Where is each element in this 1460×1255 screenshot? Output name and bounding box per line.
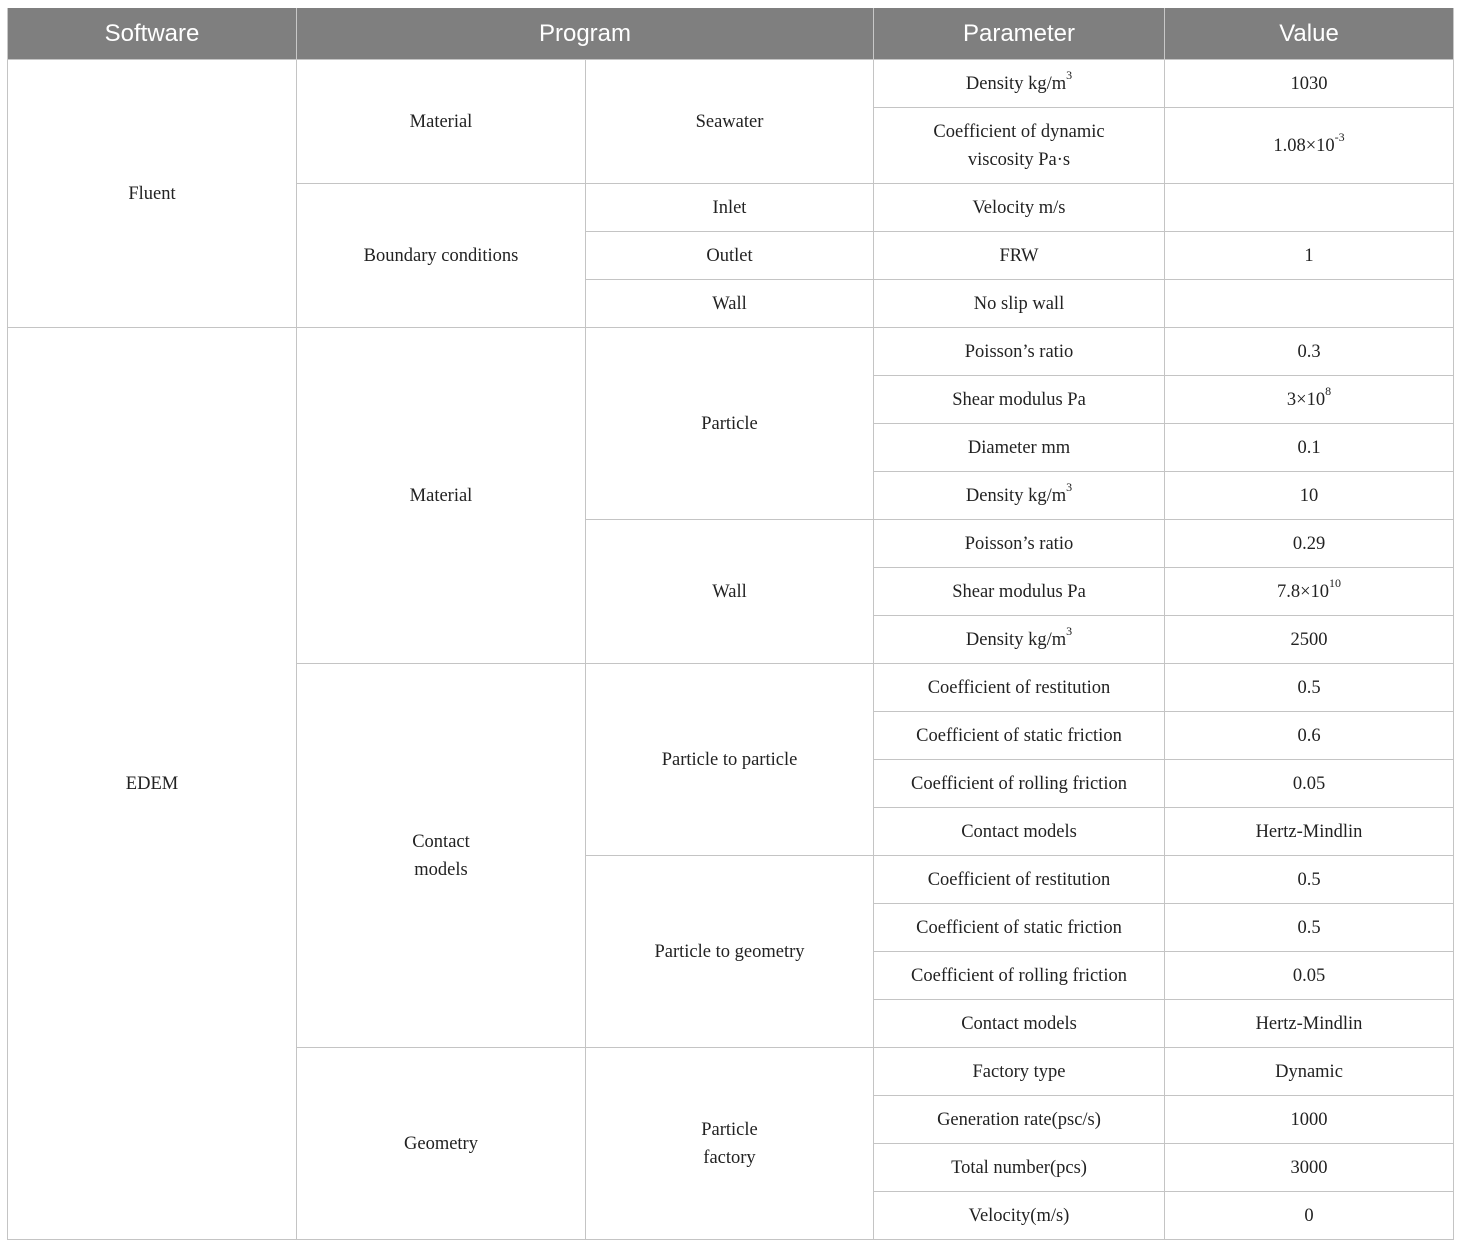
value-particle-shear: $3\times 10^8$ xyxy=(1165,376,1454,424)
program-seawater: Seawater xyxy=(586,60,874,184)
header-value: Value xyxy=(1165,8,1454,60)
param-no-slip-wall: No slip wall xyxy=(874,280,1165,328)
value-particle-diameter: 0.1 xyxy=(1165,424,1454,472)
value-viscosity: $1.08\times 10^{-3}$ xyxy=(1165,108,1454,184)
value-factory-type: Dynamic xyxy=(1165,1048,1454,1096)
param-ptp-restitution: Coefficient of restitution xyxy=(874,664,1165,712)
param-velocity: Velocity(m/s) xyxy=(874,1192,1165,1240)
program-edem-wall: Wall xyxy=(586,520,874,664)
param-ptp-rolling: Coefficient of rolling friction xyxy=(874,760,1165,808)
value-ptg-static: 0.5 xyxy=(1165,904,1454,952)
program-material: Material xyxy=(297,60,586,184)
program-edem-material: Material xyxy=(297,328,586,664)
param-total-number: Total number(pcs) xyxy=(874,1144,1165,1192)
param-factory-type: Factory type xyxy=(874,1048,1165,1096)
program-geometry: Geometry xyxy=(297,1048,586,1240)
value-ptp-static: 0.6 xyxy=(1165,712,1454,760)
value-density: 1030 xyxy=(1165,60,1454,108)
software-edem: EDEM xyxy=(8,328,297,1240)
param-particle-shear: Shear modulus Pa xyxy=(874,376,1165,424)
param-ptg-rolling: Coefficient of rolling friction xyxy=(874,952,1165,1000)
table-row xyxy=(8,60,1454,108)
param-ptp-model: Contact models xyxy=(874,808,1165,856)
program-particle-to-geometry: Particle to geometry xyxy=(586,856,874,1048)
program-particle-to-particle: Particle to particle xyxy=(586,664,874,856)
value-wall-density: 2500 xyxy=(1165,616,1454,664)
header-software: Software xyxy=(8,8,297,60)
value-wall-shear: $7.8\times 10^{10}$ xyxy=(1165,568,1454,616)
param-density: Density $kg/m^3$ xyxy=(874,60,1165,108)
program-contact-models: Contact models xyxy=(297,664,586,1048)
param-ptg-model: Contact models xyxy=(874,1000,1165,1048)
param-ptp-static: Coefficient of static friction xyxy=(874,712,1165,760)
program-boundary-conditions: Boundary conditions xyxy=(297,184,586,328)
param-wall-shear: Shear modulus Pa xyxy=(874,568,1165,616)
program-wall: Wall xyxy=(586,280,874,328)
value-velocity: 0 xyxy=(1165,1192,1454,1240)
param-particle-diameter: Diameter mm xyxy=(874,424,1165,472)
table-container xyxy=(7,8,1453,1240)
param-frw: FRW xyxy=(874,232,1165,280)
value-ptg-restitution: 0.5 xyxy=(1165,856,1454,904)
param-particle-density: Density $kg/m^3$ xyxy=(874,472,1165,520)
program-particle: Particle xyxy=(586,328,874,520)
value-particle-density: 10 xyxy=(1165,472,1454,520)
param-inlet-velocity: Velocity m/s xyxy=(874,184,1165,232)
value-frw: 1 xyxy=(1165,232,1454,280)
value-ptg-model: Hertz-Mindlin xyxy=(1165,1000,1454,1048)
param-wall-poisson: Poisson’s ratio xyxy=(874,520,1165,568)
value-ptp-rolling: 0.05 xyxy=(1165,760,1454,808)
program-particle-factory: Particle factory xyxy=(586,1048,874,1240)
value-inlet-velocity xyxy=(1165,184,1454,232)
param-wall-density: Density $kg/m^3$ xyxy=(874,616,1165,664)
value-generation-rate: 1000 xyxy=(1165,1096,1454,1144)
simulation-parameters-table xyxy=(7,8,1454,1240)
value-no-slip-wall xyxy=(1165,280,1454,328)
value-particle-poisson: 0.3 xyxy=(1165,328,1454,376)
header-row xyxy=(8,8,1454,60)
table-row xyxy=(8,328,1454,376)
param-particle-poisson: Poisson’s ratio xyxy=(874,328,1165,376)
value-ptg-rolling: 0.05 xyxy=(1165,952,1454,1000)
param-ptg-static: Coefficient of static friction xyxy=(874,904,1165,952)
value-total-number: 3000 xyxy=(1165,1144,1454,1192)
software-fluent: Fluent xyxy=(8,60,297,328)
param-ptg-restitution: Coefficient of restitution xyxy=(874,856,1165,904)
header-parameter: Parameter xyxy=(874,8,1165,60)
value-wall-poisson: 0.29 xyxy=(1165,520,1454,568)
program-outlet: Outlet xyxy=(586,232,874,280)
header-program: Program xyxy=(297,8,874,60)
param-viscosity: Coefficient of dynamic viscosity Pa·s xyxy=(874,108,1165,184)
value-ptp-restitution: 0.5 xyxy=(1165,664,1454,712)
value-ptp-model: Hertz-Mindlin xyxy=(1165,808,1454,856)
program-inlet: Inlet xyxy=(586,184,874,232)
param-generation-rate: Generation rate(psc/s) xyxy=(874,1096,1165,1144)
